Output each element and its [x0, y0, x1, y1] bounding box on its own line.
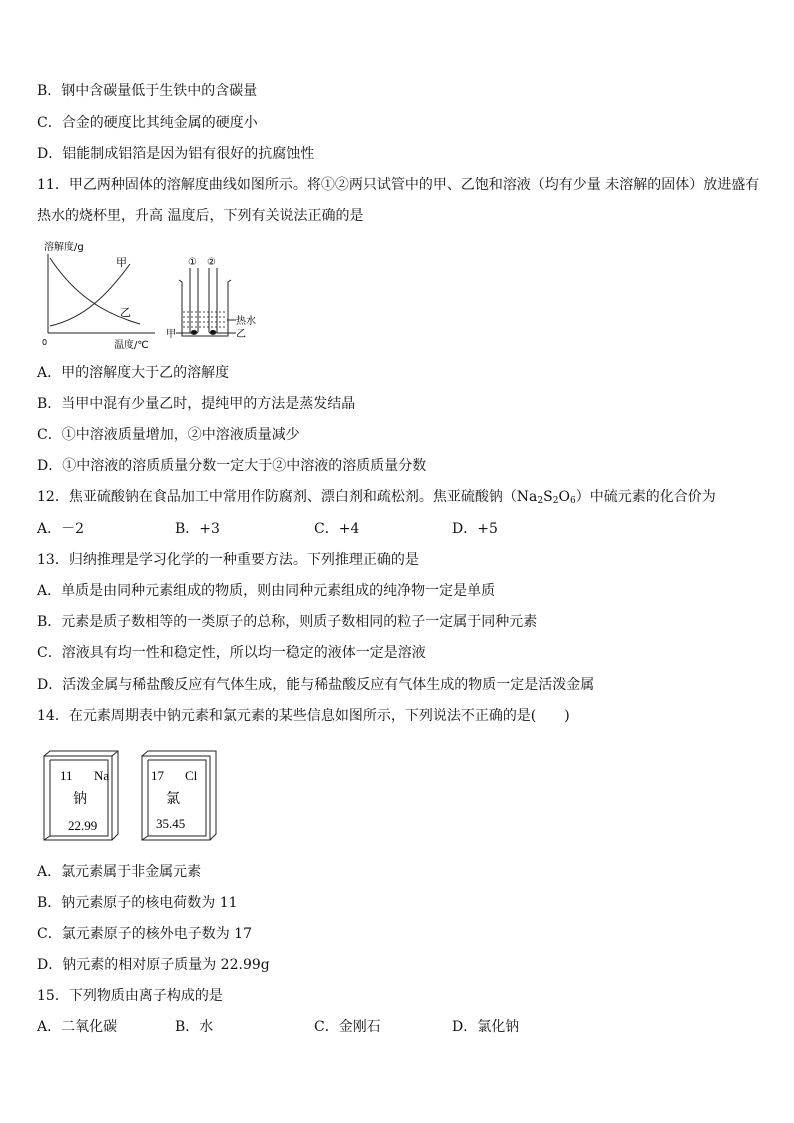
q13-option-d: D．活泼金属与稀盐酸反应有气体生成，能与稀盐酸反应有气体生成的物质一定是活泼金属 — [37, 677, 595, 693]
q14-option-b: B．钠元素原子的核电荷数为 11 — [37, 895, 238, 911]
solid-jia — [191, 330, 197, 334]
q14-option-a: A．氯元素属于非金属元素 — [37, 864, 202, 880]
q11-option-d: D．①中溶液的溶质质量分数一定大于②中溶液的溶质质量分数 — [37, 458, 427, 474]
element-card-chlorine — [138, 750, 218, 844]
q13-option-a: A．单质是由同种元素组成的物质，则由同种元素组成的纯净物一定是单质 — [37, 583, 496, 599]
chlorine-atomic-number: 17 — [151, 768, 164, 783]
q12-option-d: D．+5 — [452, 521, 498, 537]
sodium-symbol: Na — [94, 768, 110, 783]
test-tube-1 — [190, 268, 198, 335]
q11-option-b: B．当甲中混有少量乙时，提纯甲的方法是蒸发结晶 — [37, 396, 356, 412]
q15-option-a: A．二氧化碳 — [37, 1019, 118, 1035]
sodium-name: 钠 — [73, 792, 87, 807]
q10-option-c: C．合金的硬度比其纯金属的硬度小 — [37, 115, 258, 131]
x-axis-label: 温度/℃ — [114, 340, 149, 351]
curve-jia-label: 甲 — [116, 256, 127, 269]
q12-option-c: C．+4 — [314, 521, 360, 537]
q14-option-c: C．氯元素原子的核外电子数为 17 — [37, 926, 252, 942]
q13-stem: 13．归纳推理是学习化学的一种重要方法。下列推理正确的是 — [37, 552, 419, 568]
q13-option-c: C．溶液具有均一性和稳定性，所以均一稳定的液体一定是溶液 — [37, 645, 426, 661]
q15-stem: 15．下列物质由离子构成的是 — [37, 988, 223, 1004]
test-tube-2 — [209, 268, 217, 335]
q13-option-b: B．元素是质子数相等的一类原子的总称，则质子数相同的粒子一定属于同种元素 — [37, 614, 538, 630]
q14-option-d: D．钠元素的相对原子质量为 22.99g — [37, 957, 270, 973]
q10-option-b: B．钢中含碳量低于生铁中的含碳量 — [37, 83, 258, 99]
tube-1-label: ① — [188, 257, 197, 268]
yi-label: 乙 — [236, 329, 246, 340]
q11-stem-line2: 热水的烧杯里，升高 温度后，下列有关说法正确的是 — [37, 208, 364, 224]
sodium-atomic-number: 11 — [60, 768, 73, 783]
q15-option-d: D．氯化钠 — [452, 1019, 520, 1035]
chlorine-atomic-mass: 35.45 — [156, 816, 186, 831]
q11-option-c: C．①中溶液质量增加，②中溶液质量减少 — [37, 427, 300, 443]
q11-stem-line1: 11．甲乙两种固体的溶解度曲线如图所示。将①②两只试管中的甲、乙饱和溶液（均有少量 未溶解的固体）放进盛有 — [37, 177, 760, 193]
y-axis-label: 溶解度/g — [44, 242, 84, 253]
hot-water-label: 热水 — [236, 316, 256, 327]
q12-option-a: A．－2 — [37, 521, 85, 537]
sodium-atomic-mass: 22.99 — [68, 818, 98, 833]
chlorine-symbol: Cl — [185, 768, 198, 783]
q15-option-b: B．水 — [175, 1019, 214, 1035]
q12-option-b: B．+3 — [175, 521, 220, 537]
q12-stem: 12．焦亚硫酸钠在食品加工中常用作防腐剂、漂白剂和疏松剂。焦亚硫酸钠$(Na_2S_2O_6)$中硫元素的化合价为 — [37, 489, 716, 506]
origin-label: 0 — [42, 338, 48, 347]
q14-stem: 14．在元素周期表中钠元素和氯元素的某些信息如图所示，下列说法不正确的是( ) — [37, 708, 570, 724]
q10-option-d: D．铝能制成铝箔是因为铝有很好的抗腐蚀性 — [37, 146, 315, 162]
jia-label: 甲 — [166, 329, 176, 340]
beaker — [179, 280, 231, 336]
solid-yi — [210, 330, 216, 334]
element-card-sodium — [40, 750, 120, 844]
chlorine-name: 氯 — [166, 792, 180, 807]
solubility-curve-figure — [30, 236, 160, 352]
curve-yi-label: 乙 — [120, 306, 131, 319]
q11-option-a: A．甲的溶解度大于乙的溶解度 — [37, 365, 230, 381]
beaker-test-tube-figure — [166, 254, 266, 344]
tube-2-label: ② — [207, 257, 216, 268]
q15-option-c: C．金刚石 — [314, 1019, 381, 1035]
